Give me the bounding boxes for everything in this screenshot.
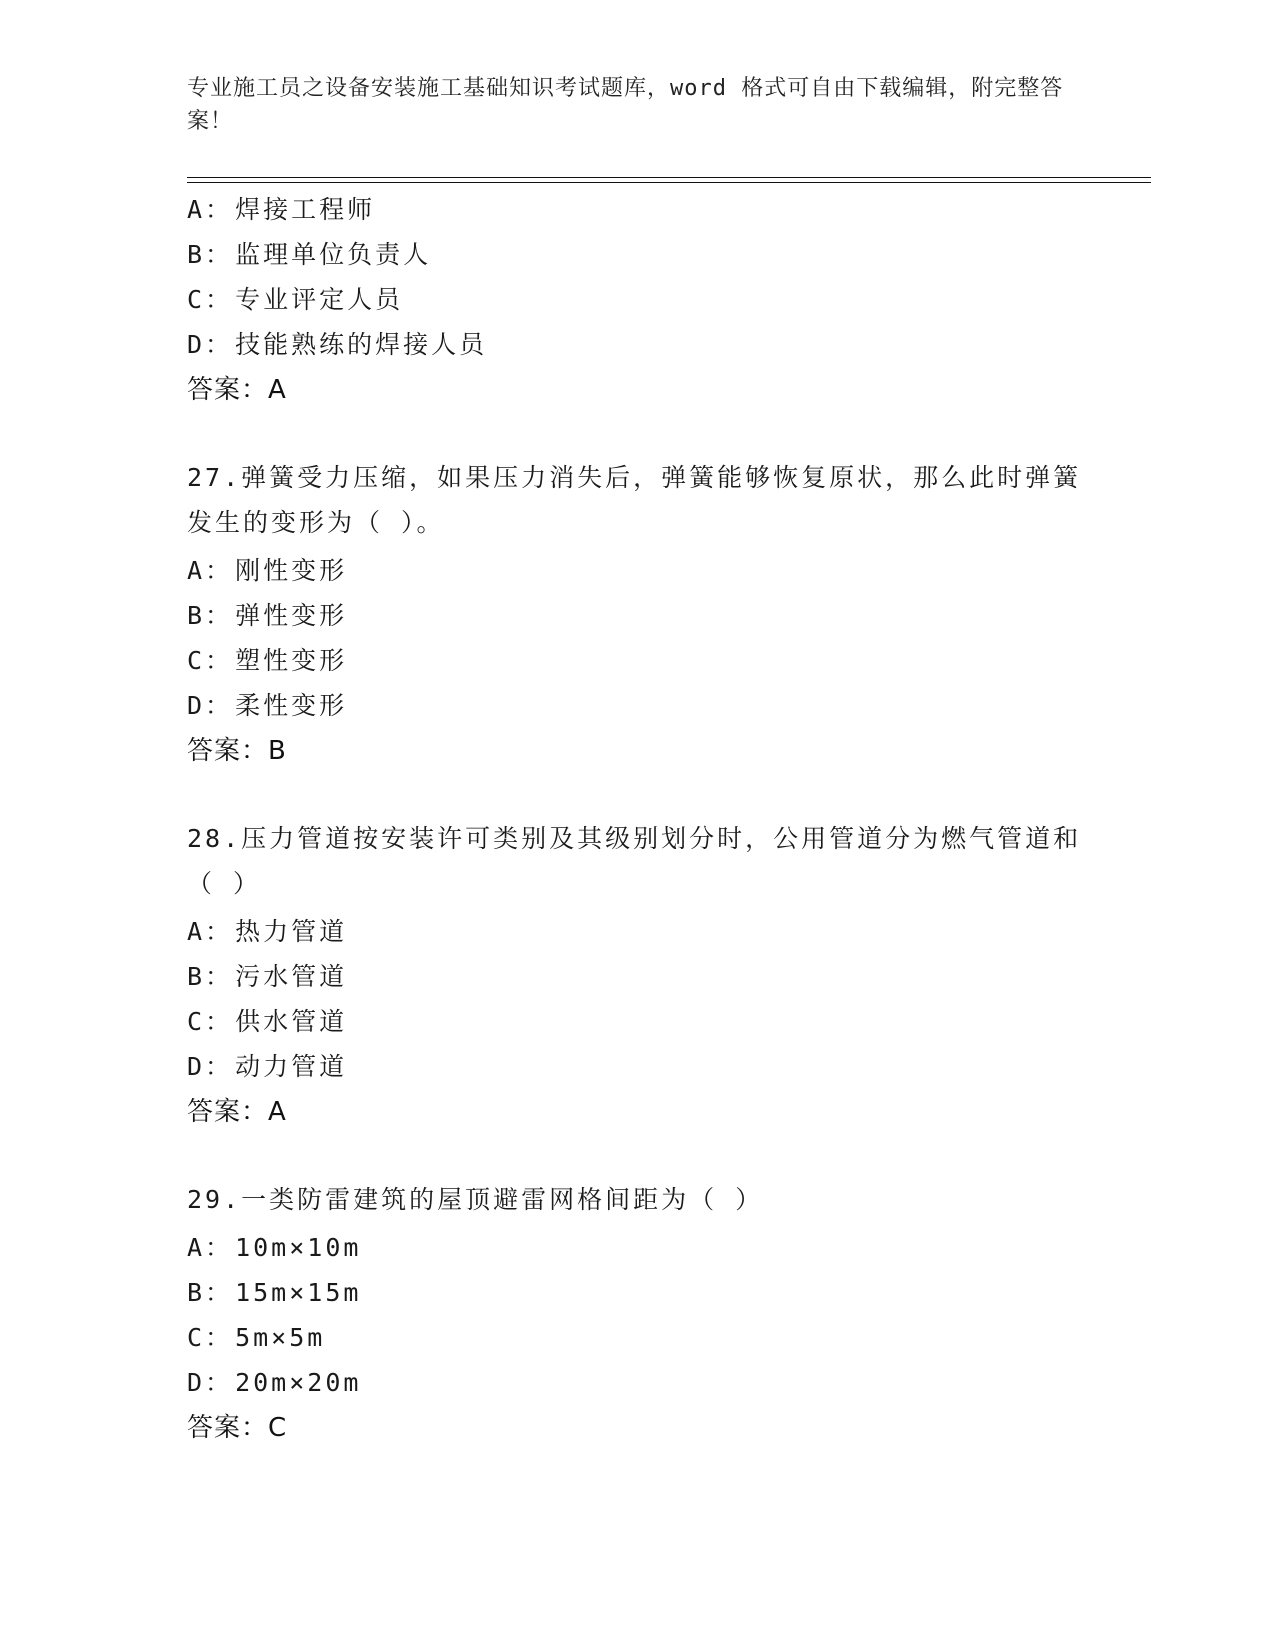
- q29-option-a: A：10m×10m: [187, 1233, 362, 1262]
- q26-answer: 答案：A: [187, 375, 287, 405]
- document-header: 专业施工员之设备安装施工基础知识考试题库，word 格式可自由下载编辑，附完整答案！: [187, 76, 1064, 134]
- q26-option-a: A：焊接工程师: [187, 195, 376, 224]
- q28-answer: 答案：A: [187, 1097, 287, 1127]
- q26-option-d: D：技能熟练的焊接人员: [187, 330, 488, 359]
- q27-option-c: C：塑性变形: [187, 646, 348, 675]
- q29-option-c: C：5m×5m: [187, 1323, 326, 1352]
- q28-option-d: D：动力管道: [187, 1052, 348, 1081]
- q29-stem: 29.一类防雷建筑的屋顶避雷网格间距为（ ）: [187, 1185, 764, 1214]
- q28-option-a: A：热力管道: [187, 917, 348, 946]
- q26-option-b: B：监理单位负责人: [187, 240, 432, 269]
- q29-option-d: D：20m×20m: [187, 1368, 362, 1397]
- header-rule-top: [187, 177, 1151, 178]
- q27-stem: 27.弹簧受力压缩，如果压力消失后，弹簧能够恢复原状，那么此时弹簧发生的变形为（ ）。: [187, 463, 1082, 537]
- q27-option-a: A：刚性变形: [187, 556, 348, 585]
- q27-option-d: D：柔性变形: [187, 691, 348, 720]
- q29-answer: 答案：C: [187, 1413, 288, 1443]
- header-rule-bottom: [187, 182, 1151, 183]
- q27-option-b: B：弹性变形: [187, 601, 348, 630]
- q27-answer: 答案：B: [187, 736, 287, 766]
- q28-stem: 28.压力管道按安装许可类别及其级别划分时，公用管道分为燃气管道和（ ）: [187, 824, 1082, 898]
- q29-option-b: B：15m×15m: [187, 1278, 362, 1307]
- q28-option-c: C：供水管道: [187, 1007, 348, 1036]
- q28-option-b: B：污水管道: [187, 962, 348, 991]
- q26-option-c: C：专业评定人员: [187, 285, 404, 314]
